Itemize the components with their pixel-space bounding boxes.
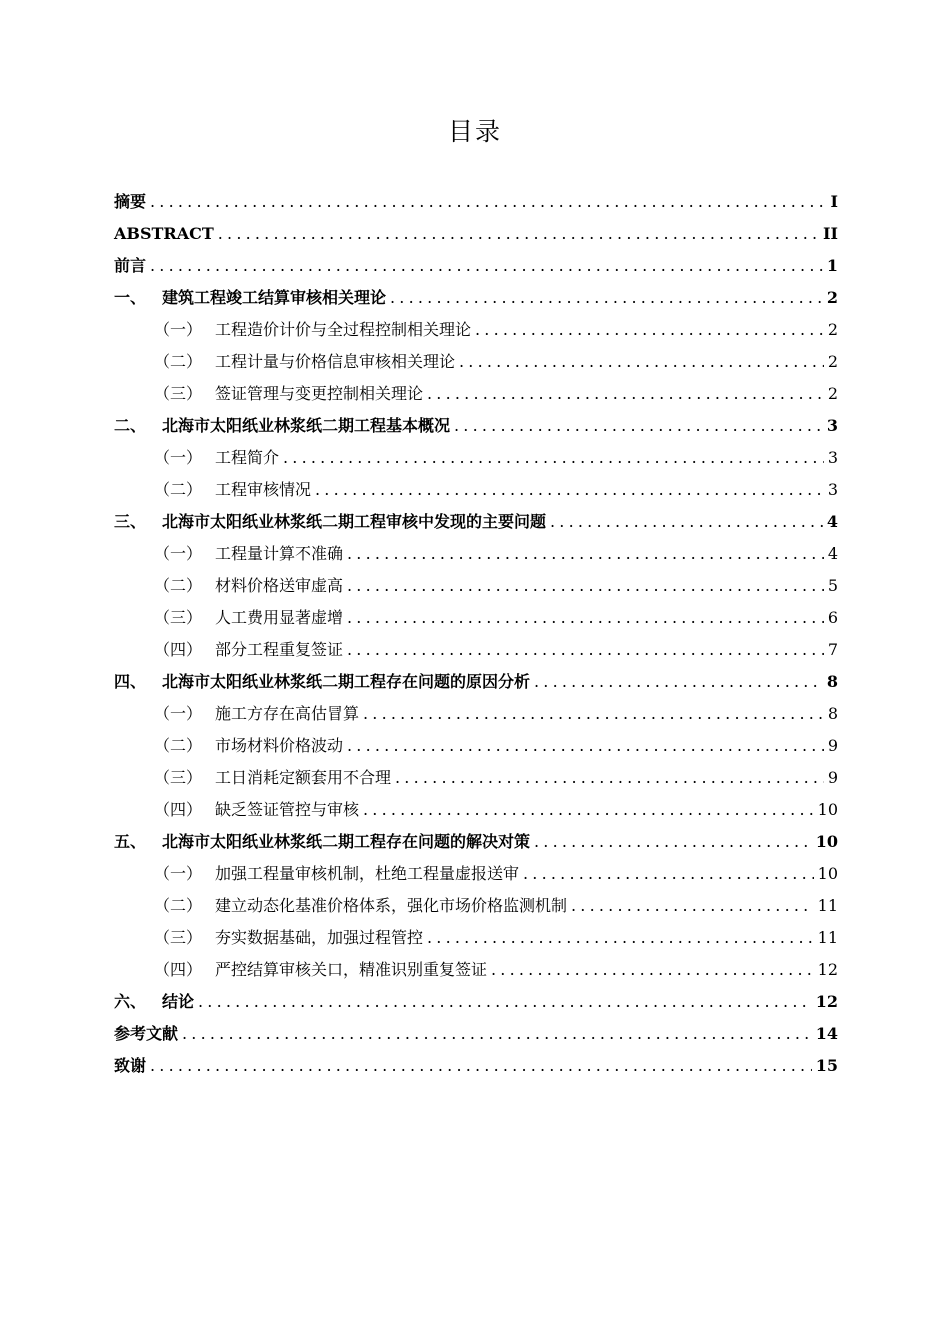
toc-entry-title: 部分工程重复签证 [215, 640, 344, 659]
toc-dot-leader [390, 288, 823, 308]
toc-entry-number: 四、 [114, 672, 147, 691]
table-of-contents [114, 180, 838, 1076]
toc-entry-title: 严控结算审核关口，精准识别重复签证 [215, 960, 488, 979]
toc-entry-number: （三） [154, 768, 203, 787]
toc-dot-leader [475, 320, 824, 340]
toc-entry-title: 北海市太阳纸业林浆纸二期工程存在问题的原因分析 [162, 672, 531, 691]
toc-entry-number: （一） [154, 544, 203, 563]
toc-entry-number: 三、 [114, 512, 147, 531]
toc-entry-page-number: 2 [827, 384, 838, 403]
toc-entry-page-number: 8 [826, 672, 838, 691]
toc-entry-title: 工日消耗定额套用不合理 [215, 768, 392, 787]
toc-entry[interactable] [114, 180, 838, 212]
toc-entry-page-number: 1 [826, 256, 838, 275]
toc-dot-leader [523, 864, 814, 884]
toc-entry-page-number: 2 [826, 288, 838, 307]
toc-entry-number: 二、 [114, 416, 147, 435]
toc-entry[interactable] [114, 980, 838, 1012]
toc-entry-number: （一） [154, 448, 203, 467]
toc-entry[interactable] [114, 756, 838, 788]
toc-entry-number: （二） [154, 352, 203, 371]
toc-entry[interactable] [114, 244, 838, 276]
toc-entry[interactable] [114, 948, 838, 980]
toc-entry-number: （四） [154, 960, 203, 979]
toc-entry[interactable] [114, 212, 838, 244]
toc-entry[interactable] [114, 820, 838, 852]
toc-entry-number: （二） [154, 576, 203, 595]
toc-entry-page-number: 10 [817, 800, 838, 819]
toc-entry[interactable] [114, 500, 838, 532]
toc-entry-page-number: 9 [827, 736, 838, 755]
toc-entry-page-number: 4 [827, 544, 838, 563]
toc-entry[interactable] [114, 1012, 838, 1044]
toc-entry-number: （三） [154, 608, 203, 627]
toc-dot-leader [283, 448, 824, 468]
toc-entry-title: 缺乏签证管控与审核 [215, 800, 360, 819]
toc-entry-title: 市场材料价格波动 [215, 736, 344, 755]
toc-entry-title: 工程审核情况 [215, 480, 312, 499]
toc-entry[interactable] [114, 308, 838, 340]
toc-entry-title: 施工方存在高估冒算 [215, 704, 360, 723]
toc-entry-page-number: 11 [817, 928, 838, 947]
toc-dot-leader [571, 896, 814, 916]
toc-entry-number: （一） [154, 864, 203, 883]
toc-entry-title: 人工费用显著虚增 [215, 608, 344, 627]
toc-dot-leader [347, 576, 824, 596]
toc-entry-title: 前言 [114, 256, 147, 275]
toc-entry-page-number: 14 [815, 1024, 838, 1043]
toc-entry[interactable] [114, 660, 838, 692]
toc-entry-title: 签证管理与变更控制相关理论 [215, 384, 424, 403]
toc-entry-title: 工程简介 [215, 448, 280, 467]
toc-dot-leader [491, 960, 814, 980]
toc-dot-leader [182, 1024, 812, 1044]
toc-entry-title: 北海市太阳纸业林浆纸二期工程审核中发现的主要问题 [162, 512, 547, 531]
toc-entry-number: （四） [154, 640, 203, 659]
toc-dot-leader [347, 640, 824, 660]
toc-entry-number: （二） [154, 480, 203, 499]
toc-entry[interactable] [114, 852, 838, 884]
toc-entry-page-number: 9 [827, 768, 838, 787]
toc-entry-page-number: 3 [827, 448, 838, 467]
toc-dot-leader [363, 704, 824, 724]
toc-entry-page-number: I [830, 192, 838, 211]
toc-entry-page-number: 7 [827, 640, 838, 659]
toc-entry-title: 夯实数据基础，加强过程管控 [215, 928, 424, 947]
toc-entry-page-number: 10 [817, 864, 838, 883]
toc-entry-number: （三） [154, 384, 203, 403]
toc-dot-leader [347, 736, 824, 756]
toc-entry[interactable] [114, 276, 838, 308]
toc-entry-title: 北海市太阳纸业林浆纸二期工程基本概况 [162, 416, 451, 435]
toc-dot-leader [534, 672, 823, 692]
toc-entry-title: 材料价格送审虚高 [215, 576, 344, 595]
toc-entry-number: （一） [154, 320, 203, 339]
toc-title: 目录 [447, 117, 502, 146]
toc-dot-leader [315, 480, 824, 500]
toc-entry[interactable] [114, 1044, 838, 1076]
toc-entry-title: 工程造价计价与全过程控制相关理论 [215, 320, 472, 339]
toc-dot-leader [218, 224, 819, 244]
toc-entry-page-number: 10 [815, 832, 838, 851]
toc-dot-leader [347, 608, 824, 628]
toc-entry-number: （二） [154, 736, 203, 755]
toc-entry-number: 一、 [114, 288, 147, 307]
toc-entry[interactable] [114, 372, 838, 404]
toc-entry-page-number: 4 [826, 512, 838, 531]
toc-entry-number: （三） [154, 928, 203, 947]
toc-entry[interactable] [114, 564, 838, 596]
toc-entry[interactable] [114, 916, 838, 948]
toc-entry[interactable] [114, 596, 838, 628]
toc-entry-page-number: 12 [815, 992, 838, 1011]
toc-dot-leader [198, 992, 812, 1012]
toc-entry[interactable] [114, 692, 838, 724]
toc-entry-title: 结论 [162, 992, 195, 1011]
toc-entry[interactable] [114, 404, 838, 436]
toc-entry-page-number: 15 [815, 1056, 838, 1075]
toc-dot-leader [454, 416, 823, 436]
toc-entry-title: ABSTRACT [114, 224, 214, 243]
toc-entry-page-number: 12 [817, 960, 838, 979]
toc-entry[interactable] [114, 628, 838, 660]
toc-dot-leader [427, 384, 824, 404]
toc-entry-title: 建立动态化基准价格体系，强化市场价格监测机制 [215, 896, 568, 915]
toc-entry-title: 致谢 [114, 1056, 147, 1075]
toc-entry-number: （一） [154, 704, 203, 723]
toc-entry-page-number: 3 [826, 416, 838, 435]
toc-dot-leader [395, 768, 824, 788]
toc-entry-title: 工程计量与价格信息审核相关理论 [215, 352, 456, 371]
toc-entry-page-number: 6 [827, 608, 838, 627]
toc-entry-page-number: 8 [827, 704, 838, 723]
toc-entry-number: 六、 [114, 992, 147, 1011]
toc-dot-leader [347, 544, 824, 564]
toc-entry-title: 建筑工程竣工结算审核相关理论 [162, 288, 387, 307]
toc-entry-page-number: 3 [827, 480, 838, 499]
toc-entry-page-number: II [823, 224, 838, 243]
toc-entry-page-number: 11 [817, 896, 838, 915]
toc-entry[interactable] [114, 436, 838, 468]
toc-entry-number: （四） [154, 800, 203, 819]
toc-entry[interactable] [114, 468, 838, 500]
toc-entry[interactable] [114, 340, 838, 372]
toc-entry-number: 五、 [114, 832, 147, 851]
toc-dot-leader [459, 352, 824, 372]
toc-dot-leader [150, 192, 826, 212]
toc-dot-leader [550, 512, 823, 532]
toc-dot-leader [150, 1056, 812, 1076]
toc-entry-title: 北海市太阳纸业林浆纸二期工程存在问题的解决对策 [162, 832, 531, 851]
toc-entry-title: 参考文献 [114, 1024, 179, 1043]
toc-entry[interactable] [114, 532, 838, 564]
toc-entry-page-number: 5 [827, 576, 838, 595]
toc-dot-leader [150, 256, 823, 276]
toc-dot-leader [534, 832, 812, 852]
toc-entry-number: （二） [154, 896, 203, 915]
toc-entry-title: 加强工程量审核机制，杜绝工程量虚报送审 [215, 864, 520, 883]
toc-entry[interactable] [114, 724, 838, 756]
toc-entry-page-number: 2 [827, 320, 838, 339]
toc-entry-title: 工程量计算不准确 [215, 544, 344, 563]
toc-entry[interactable] [114, 788, 838, 820]
toc-dot-leader [427, 928, 814, 948]
toc-entry-title: 摘要 [114, 192, 147, 211]
toc-dot-leader [363, 800, 814, 820]
toc-entry[interactable] [114, 884, 838, 916]
toc-entry-page-number: 2 [827, 352, 838, 371]
